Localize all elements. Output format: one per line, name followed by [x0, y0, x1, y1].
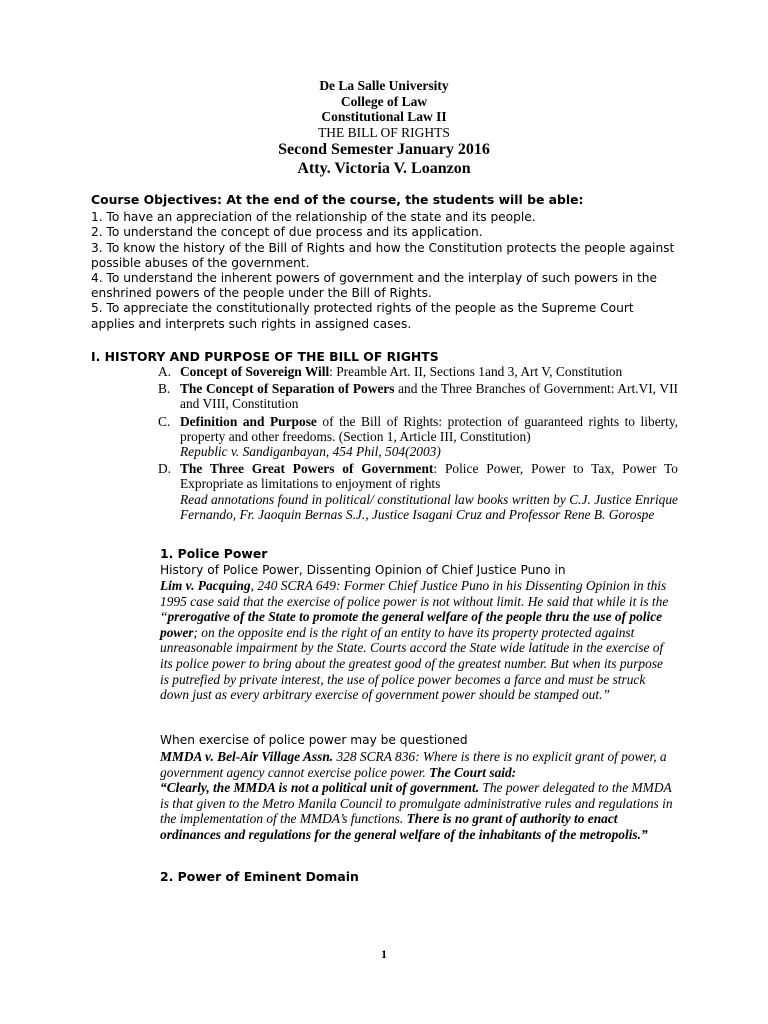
- subject-title: THE BILL OF RIGHTS: [318, 124, 450, 140]
- case-name: Lim v. Pacquing: [160, 578, 251, 593]
- case-name: MMDA v. Bel-Air Village Assn.: [160, 749, 334, 764]
- case-text: The power delegated to the MMDA is that given to the Metro Manila Council to promulgate administrative rules and regulations in the implementation of the MMDA’s functions.: [160, 780, 673, 827]
- list-item: [158, 364, 678, 379]
- list-item: [158, 414, 678, 460]
- section-list: [158, 364, 678, 522]
- quote-emphasis: prerogative of the State to promote the general welfare of the people thru the use of police power: [160, 609, 663, 640]
- item-text: : Preamble Art. II, Sections 1and 3, Art V, Constitution: [329, 364, 623, 379]
- objective-item: 3. To know the history of the Bill of Rights and how the Constitution protects the people against possible abuses of the government.: [91, 240, 675, 270]
- university-name: De La Salle University: [319, 78, 449, 93]
- quote-text: , 240 SCRA 649: Former Chief Justice Puno in his Dissenting Opinion in this 1995 case said that the exercise of police power is not without limit. He said that while it is the “: [160, 578, 669, 625]
- item-text: of the Bill of Rights: protection of guaranteed rights to liberty, property and other freedoms. (Section 1, Article III, Constitution): [180, 413, 678, 444]
- list-marker: B.: [158, 381, 171, 397]
- list-marker: C.: [158, 413, 171, 429]
- list-marker: D.: [158, 461, 172, 477]
- court-said: The Court said:: [429, 764, 517, 780]
- mmda-case-paragraph: [160, 749, 680, 843]
- college-name: College of Law: [340, 93, 428, 109]
- objectives-heading: Course Objectives: At the end of the course, the students will be able:: [91, 192, 584, 207]
- case-text: 328 SCRA 836: Where is there is no explicit grant of power, a government agency cannot exercise police power.: [160, 749, 667, 780]
- eminent-domain-heading: 2. Power of Eminent Domain: [160, 869, 359, 884]
- objective-item: 5. To appreciate the constitutionally protected rights of the people as the Supreme Court applies and interprets such rights in assigned cases.: [91, 301, 634, 331]
- item-text: : Police Power, Power to Tax, Power To Expropriate as limitations to enjoyment of rights: [180, 461, 678, 492]
- course-name: Constitutional Law II: [321, 109, 447, 124]
- list-item: [158, 381, 678, 411]
- list-marker: A.: [158, 364, 172, 379]
- semester-line: Second Semester January 2016: [278, 141, 490, 158]
- objective-item: 2. To understand the concept of due process and its application.: [91, 225, 483, 240]
- course-objectives: [91, 192, 681, 332]
- section-heading: I. HISTORY AND PURPOSE OF THE BILL OF RIGHTS: [91, 349, 439, 364]
- item-title: Definition and Purpose: [180, 413, 317, 429]
- objective-item: 4. To understand the inherent powers of government and the interplay of such powers in the enshrined powers of the people under the Bill of Rights.: [91, 271, 657, 301]
- item-title: The Concept of Separation of Powers: [180, 381, 395, 397]
- item-title: The Three Great Powers of Government: [180, 461, 434, 477]
- item-text: and the Three Branches of Government: Art.VI, VII and VIII, Constitution: [180, 381, 678, 412]
- objective-item: 1. To have an appreciation of the relationship of the state and its people.: [91, 210, 536, 225]
- list-item: [158, 461, 678, 522]
- page-number: 1: [381, 947, 387, 961]
- instructor-name: Atty. Victoria V. Loanzon: [297, 160, 471, 177]
- ruling-emphasis: There is no grant of authority to enact ordinances and regulations for the general welfare of the inhabitants of the metropolis.”: [160, 811, 648, 842]
- ruling-emphasis: “Clearly, the MMDA is not a political unit of government.: [160, 780, 480, 796]
- police-power-intro: History of Police Power, Dissenting Opinion of Chief Justice Puno in: [160, 563, 566, 577]
- case-citation: Republic v. Sandiganbayan, 454 Phil, 504(2003): [180, 444, 441, 460]
- item-title: Concept of Sovereign Will: [180, 364, 330, 379]
- reading-note: Read annotations found in political/ constitutional law books written by C.J. Justice Enrique Fernando, Fr. Jaoquin Bernas S.J., Justice Isagani Cruz and Professor Rene B. Gorospe: [180, 491, 678, 522]
- document-header: [0, 78, 768, 178]
- quote-text: ; on the opposite end is the right of an entity to have its property protected against unreasonable impairment by the State. Courts accord the State wide latitude in the exercise of its police power to bring about the greatest good of the greatest number. But when its purpose is putrefied by private interest, the use of police power becomes a farce and must be struck down just as every arbitrary exercise of government power should be stamped out.”: [160, 624, 664, 703]
- lim-v-pacquing-quote: [160, 578, 670, 703]
- when-questioned-label: When exercise of police power may be questioned: [160, 733, 468, 747]
- police-power-heading: 1. Police Power: [160, 546, 268, 561]
